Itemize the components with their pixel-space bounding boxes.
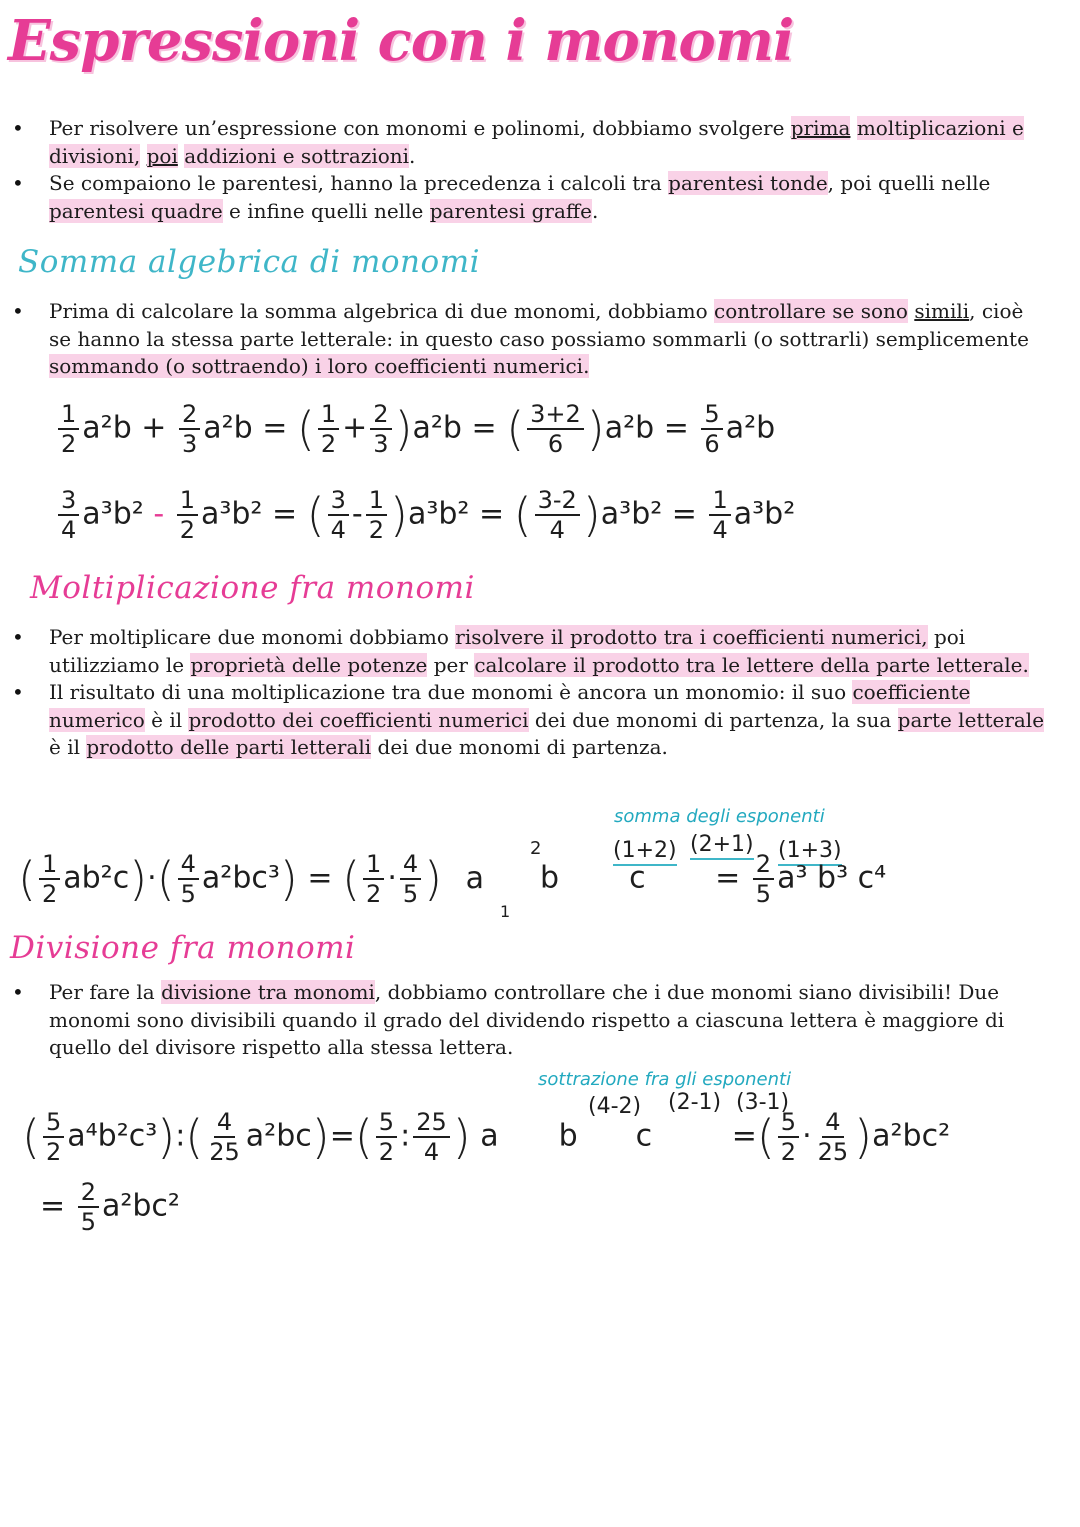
molt-bullet-2: • Il risultato di una moltiplicazione tra due monomi è ancora un monomio: il suo coefficiente numerico è il prodotto dei coefficienti numerici dei due monomi di partenza, la sua parte letterale è il prodotto delle parti letterali dei due monomi di partenza. [0,679,1050,762]
div-bullet-1: • Per fare la divisione tra monomi, dobbiamo controllare che i due monomi siano divisibili! Due monomi sono divisibili quando il grado del dividendo rispetto a ciascuna lettera è maggiore di quello del divisore rispetto alla stessa lettera. [0,979,1050,1062]
fraction: $\frac{4}{25}$ [209,1108,240,1166]
fraction: $\frac{4}{5}$ [400,852,421,906]
somma-example-1: $\frac{1}{2}$ a²b + $\frac{2}{3}$ a²b = ( $\frac{1}{2}$ + $\frac{2}{3}$ )a²b = ( $\frac{3+2}{6}$ )a²b = $\frac{5}{6}$ a²b [55,402,1080,456]
fraction: $\frac{1}{2}$ [39,852,60,906]
fraction: $\frac{1}{2}$ [58,402,79,456]
fraction: $\frac{1}{2}$ [177,488,198,542]
note-sottrazione-esponenti: sottrazione fra gli esponenti [538,1069,792,1090]
note-somma-esponenti: somma degli esponenti [614,806,825,827]
cancel-mark-bottom: 1 [500,902,511,921]
section-title-molt: Moltiplicazione fra monomi [30,570,475,606]
fraction: $\frac{2}{5}$ [753,852,774,906]
fraction: $\frac{5}{2}$ [43,1110,64,1164]
div-example: ( $\frac{5}{2}$ a⁴b²c³):( $\frac{4}{25}$ a²bc)=( $\frac{5}{2}$ : $\frac{25}{4}$ ) a b c =( $\frac{5}{2}$ · $\frac{4}{25}$ )a²bc² [22,1108,951,1166]
page-title: Espressioni con i monomi [8,8,794,74]
div-exponent-b: (2-1) [668,1090,722,1115]
exponent-b: (2+1) [690,832,754,857]
fraction: $\frac{3-2}{4}$ [535,488,580,542]
fraction: $\frac{3}{4}$ [58,488,79,542]
molt-bullet-1: • Per moltiplicare due monomi dobbiamo risolvere il prodotto tra i coefficienti numerici, poi utilizziamo le proprietà delle potenze per calcolare il prodotto tra le lettere della parte letterale. [0,624,1050,679]
fraction: $\frac{25}{4}$ [413,1110,450,1164]
section-title-div: Divisione fra monomi [10,930,356,966]
fraction: $\frac{1}{2}$ [363,852,384,906]
div-list [0,979,1050,1062]
cancel-mark-top: 2 [530,838,542,859]
somma-list [0,298,1050,381]
somma-example-2: $\frac{3}{4}$ a³b² - $\frac{1}{2}$ a³b² = ( $\frac{3}{4}$ - $\frac{1}{2}$ )a³b² = ( $\frac{3-2}{4}$ )a³b² = $\frac{1}{4}$ a³b² [55,488,1080,542]
exponent-c: (1+3) [778,838,842,863]
fraction: $\frac{1}{4}$ [709,488,730,542]
fraction: $\frac{5}{6}$ [701,402,722,456]
fraction: $\frac{5}{2}$ [376,1110,397,1164]
fraction: $\frac{5}{2}$ [778,1110,799,1164]
somma-bullet-1: • Prima di calcolare la somma algebrica di due monomi, dobbiamo controllare se sono simili, cioè se hanno la stessa parte letterale: in questo caso possiamo sommarli (o sottrarli) semplicemente sommando (o sottraendo) i loro coefficienti numerici. [0,298,1050,381]
fraction: $\frac{1}{2}$ [366,488,387,542]
intro-bullet-1: • Per risolvere un’espressione con monomi e polinomi, dobbiamo svolgere prima moltiplicazioni e divisioni, poi addizioni e sottrazioni. [0,115,1050,170]
fraction: $\frac{1}{2}$ [318,402,339,456]
fraction: $\frac{2}{3}$ [370,402,391,456]
fraction: $\frac{3}{4}$ [328,488,349,542]
intro-list [0,115,1050,225]
exponent-a: (1+2) [613,838,677,863]
fraction: $\frac{4}{5}$ [178,852,199,906]
fraction: $\frac{2}{5}$ [78,1180,99,1234]
div-result: = $\frac{2}{5}$ a²bc² [40,1178,180,1236]
fraction: $\frac{3+2}{6}$ [527,402,584,456]
intro-bullet-2: • Se compaiono le parentesi, hanno la precedenza i calcoli tra parentesi tonde, poi quelli nelle parentesi quadre e infine quelli nelle parentesi graffe. [0,170,1050,225]
molt-list [0,624,1050,762]
fraction: $\frac{2}{3}$ [179,402,200,456]
section-title-somma: Somma algebrica di monomi [18,244,480,280]
div-exponent-a: (4-2) [588,1094,642,1119]
fraction: $\frac{4}{25}$ [817,1108,849,1166]
div-exponent-c: (3-1) [736,1090,790,1115]
molt-example: ( $\frac{1}{2}$ ab²c)·( $\frac{4}{5}$ a²bc³) = ( $\frac{1}{2}$ · $\frac{4}{5}$ ) a b c = $\frac{2}{5}$ a³ b³ c⁴ [18,850,887,908]
